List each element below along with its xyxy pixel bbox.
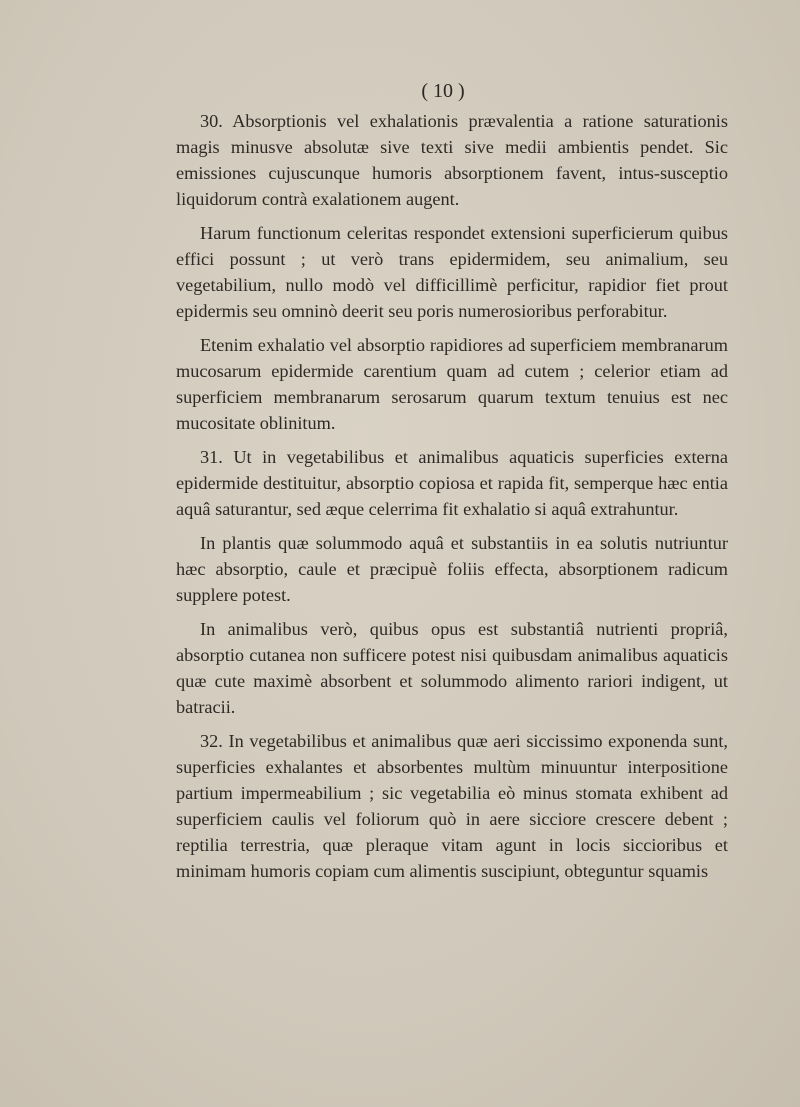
paragraph-etenim: Etenim exhalatio vel absorptio rapidiores ad superficiem membranarum mucosarum epidermide carentium quam ad cutem ; celerior etiam ad superficiem membranarum serosarum quarum textum tenuius est nec mucositate oblinitum.: [176, 335, 728, 433]
paragraph-30: 30. Absorptionis vel exhalationis prævalentia a ratione saturationis magis minusve absolutæ sive texti sive medii ambientis pendet. Sic emissiones cujuscunque humoris absorptionem favent, intus-susceptio liquidorum contrà exalationem augent.: [176, 111, 728, 209]
page-body: [176, 108, 728, 884]
paragraph-in-plantis: In plantis quæ solummodo aquâ et substantiis in ea solutis nutriuntur hæc absorptio, caule et præcipuè foliis effecta, absorptionem radicum supplere potest.: [176, 533, 728, 605]
paragraph-in-animalibus: In animalibus verò, quibus opus est substantiâ nutrienti propriâ, absorptio cutanea non sufficere potest nisi quibusdam animalibus aquaticis quæ cute maximè absorbent et solummodo alimento rariori indigent, ut batracii.: [176, 619, 728, 717]
paragraph-31: 31. Ut in vegetabilibus et animalibus aquaticis superficies externa epidermide destituitur, absorptio copiosa et rapida fit, semperque hæc entia aquâ saturantur, sed æque celerrima fit exhalatio si aquâ extrahuntur.: [176, 447, 728, 519]
paragraph-32: 32. In vegetabilibus et animalibus quæ aeri siccissimo exponenda sunt, superficies exhalantes et absorbentes multùm minuuntur interpositione partium impermeabilium ; sic vegetabilia eò minus stomata exhibent ad superficiem caulis vel foliorum quò in aere sicciore crescere debent ; reptilia terrestria, quæ pleraque vitam agunt in locis siccioribus et minimam humoris copiam cum alimentis suscipiunt, obteguntur squamis: [176, 731, 728, 881]
page-number: ( 10 ): [421, 80, 465, 102]
paragraph-harum: Harum functionum celeritas respondet extensioni superficierum quibus effici possunt ; ut verò trans epidermidem, seu animalium, seu vegetabilium, nullo modò vel difficillimè perficitur, rapidior fiet prout epidermis seu omninò deerit seu poris numerosioribus perforabitur.: [176, 223, 728, 321]
